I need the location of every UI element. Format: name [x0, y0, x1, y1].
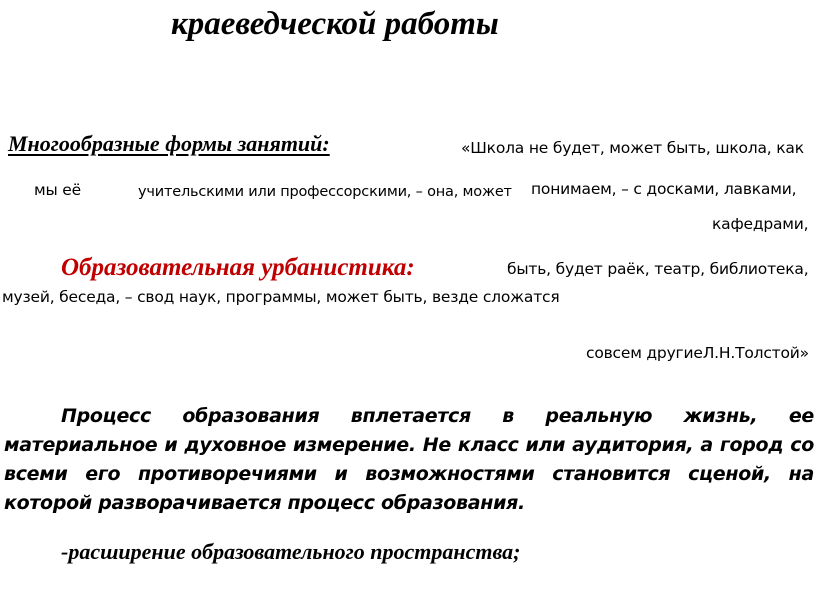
bullet-item: -расширение образовательного пространства; — [61, 539, 521, 564]
quote-line-1: «Школа не будет, может быть, школа, как — [461, 139, 804, 157]
quote-line-3: кафедрами, — [712, 215, 809, 233]
quote-line-4: быть, будет раёк, театр, библиотека, — [507, 260, 809, 278]
forms-heading: Многообразные формы занятий: — [8, 131, 330, 156]
urban-heading: Образовательная урбанистика: — [61, 254, 415, 281]
page-title: краеведческой работы — [171, 6, 499, 42]
quote-line-5: музей, беседа, – свод наук, программы, может быть, везде сложатся — [2, 288, 560, 306]
quote-line-2-right: понимаем, – с досками, лавками, — [531, 180, 797, 198]
quote-line-2-left: мы её — [34, 181, 81, 199]
quote-line-6: совсем другиеЛ.Н.Толстой» — [586, 344, 809, 362]
quote-line-2-mid: учительскими или профессорскими, – она, может — [138, 184, 512, 200]
main-paragraph: Процесс образования вплетается в реальную жизнь, ее материальное и духовное измерение. Не класс или аудитория, а город со всеми его противоречиями и возможностями становится сценой, на которой разворачивается процесс образования. — [4, 405, 814, 514]
